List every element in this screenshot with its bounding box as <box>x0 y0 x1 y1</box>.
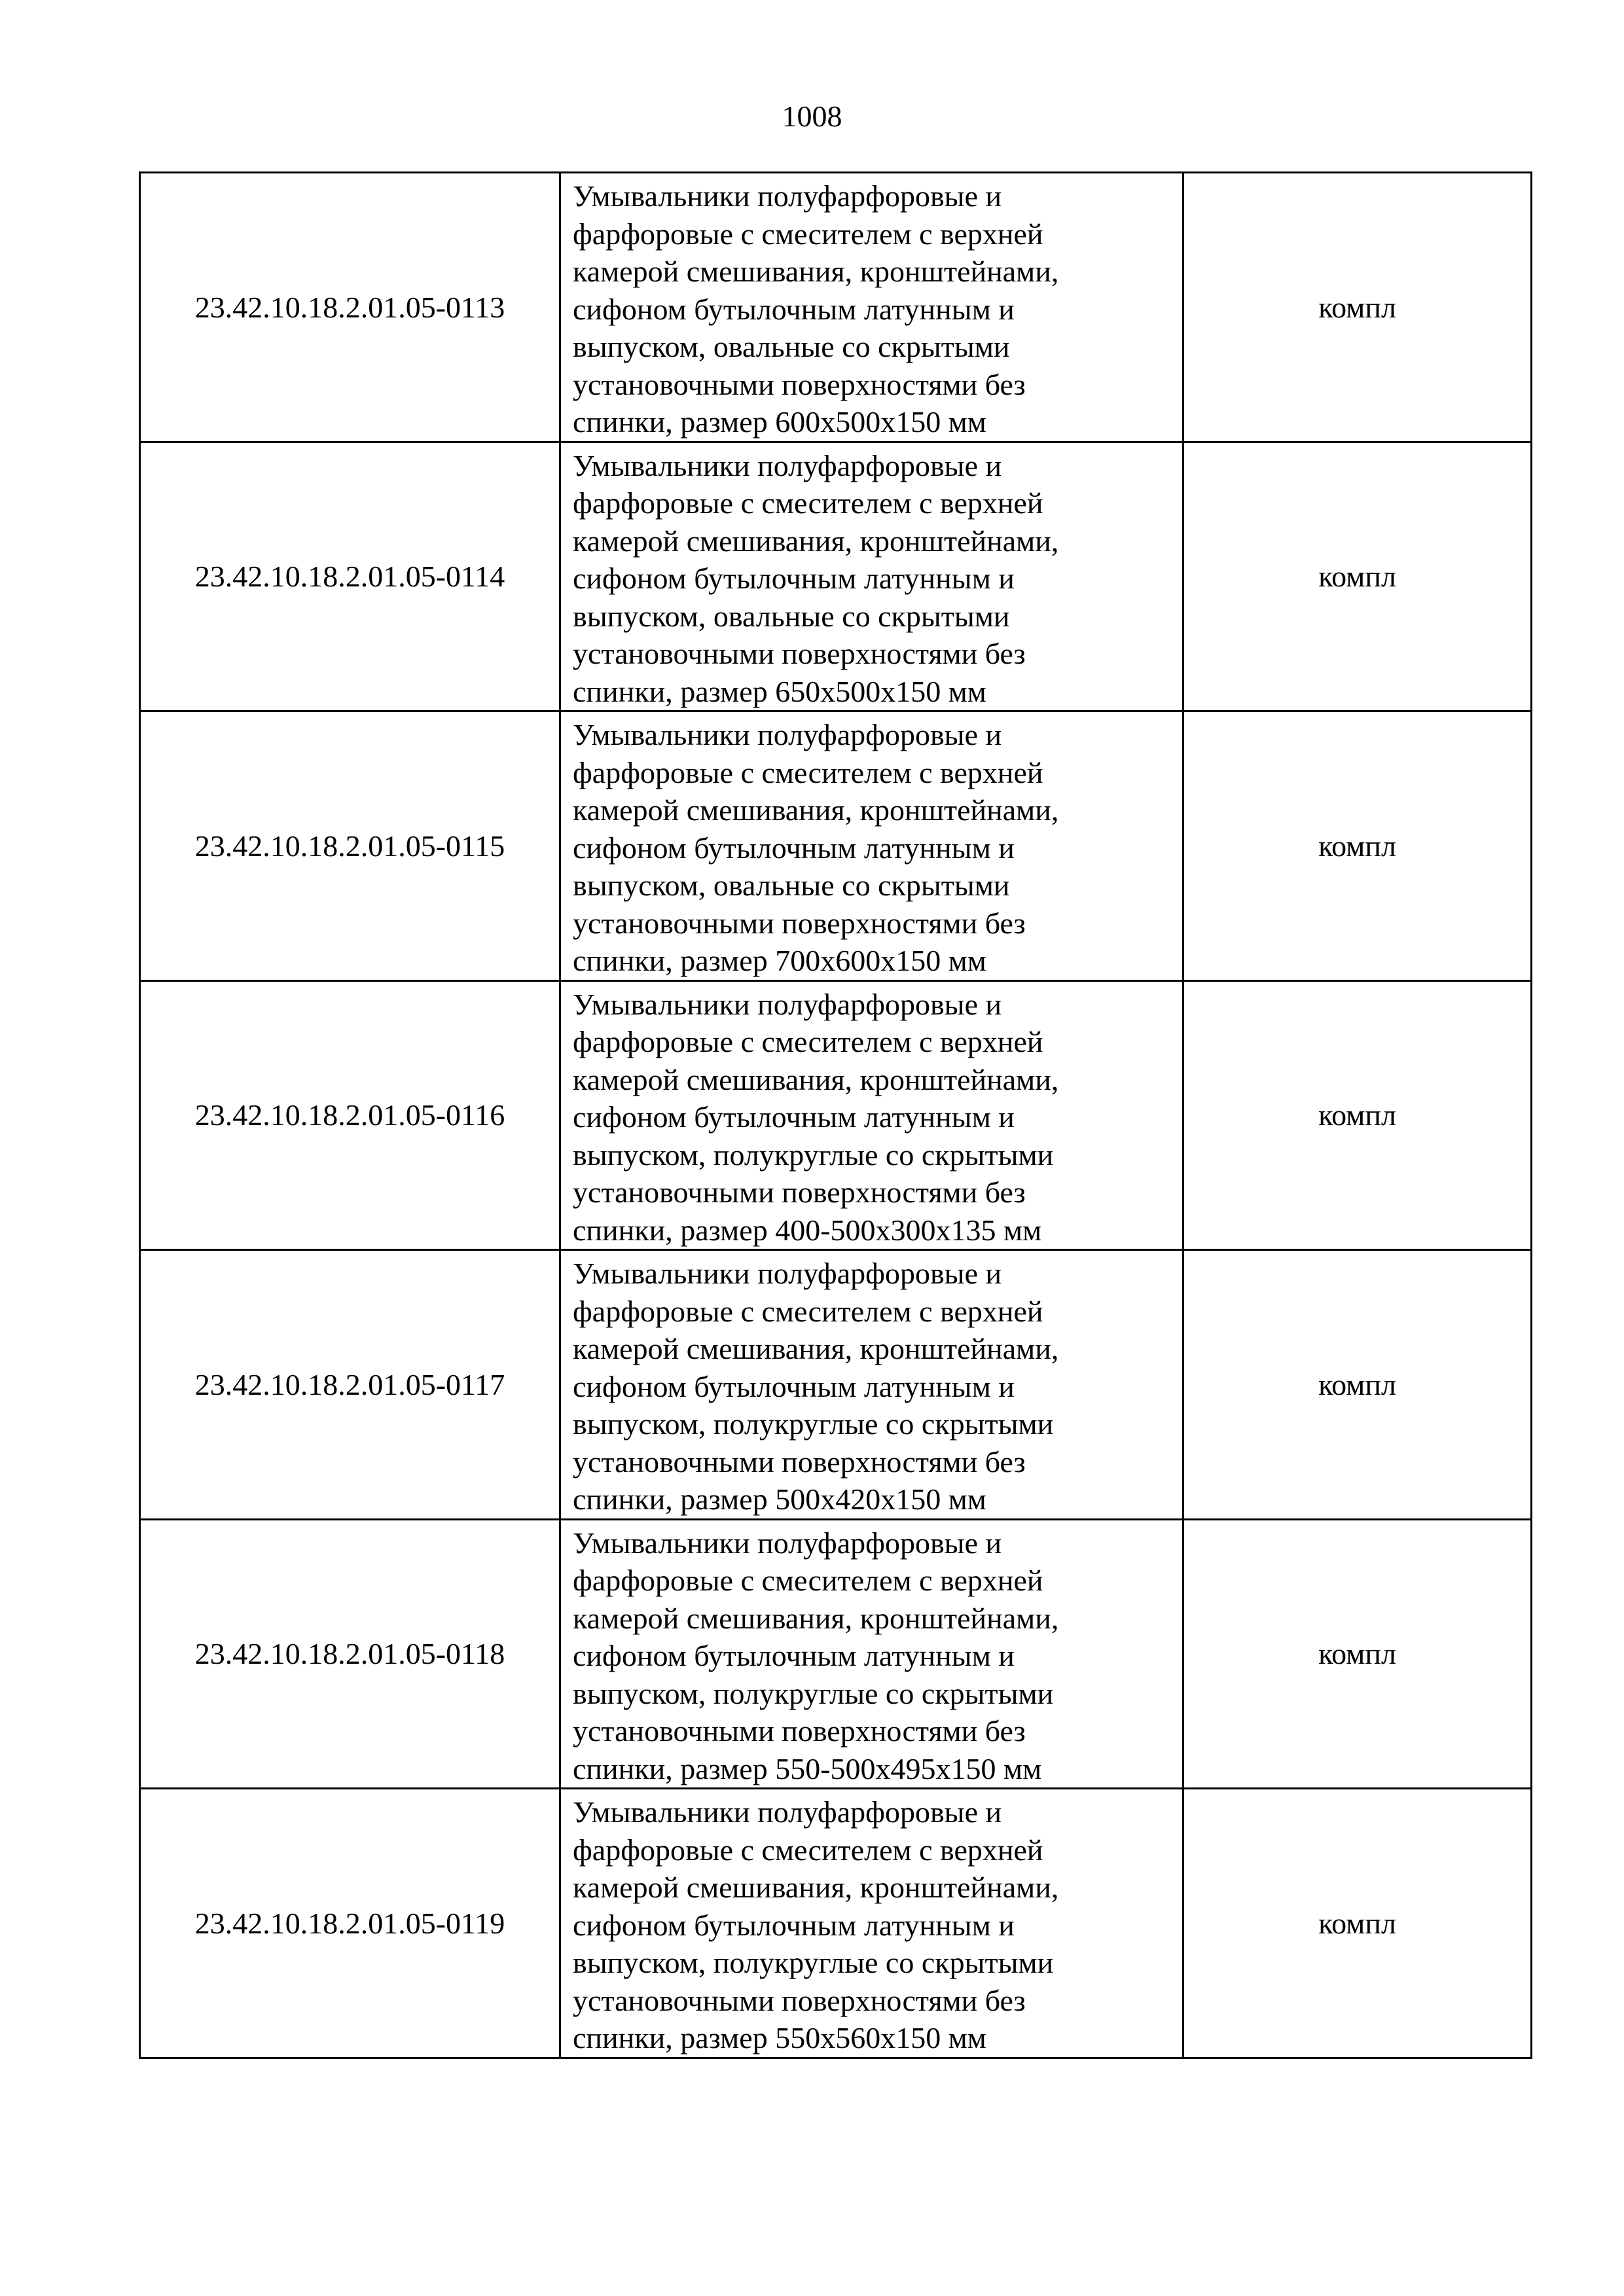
description-line: выпуском, овальные со скрытыми <box>573 869 1010 902</box>
resource-code: 23.42.10.18.2.01.05-0119 <box>140 1789 560 2058</box>
description-line: Умывальники полуфарфоровые и <box>573 987 1002 1021</box>
description-line: установочными поверхностями без <box>573 367 1026 401</box>
table-body <box>140 173 1532 2058</box>
resource-description <box>560 1250 1183 1520</box>
description-line: спинки, размер 550-500x495x150 мм <box>573 1751 1042 1785</box>
resource-description <box>560 980 1183 1250</box>
description-line: сифоном бутылочным латунным и <box>573 292 1015 326</box>
description-line: сифоном бутылочным латунным и <box>573 1908 1015 1942</box>
resource-code: 23.42.10.18.2.01.05-0117 <box>140 1250 560 1520</box>
description-line: выпуском, полукруглые со скрытыми <box>573 1407 1054 1441</box>
resource-code: 23.42.10.18.2.01.05-0115 <box>140 711 560 981</box>
description-line: Умывальники полуфарфоровые и <box>573 1257 1002 1290</box>
unit-of-measure: компл <box>1183 1250 1532 1520</box>
table-row <box>140 1250 1532 1520</box>
description-line: камерой смешивания, кронштейнами, <box>573 255 1059 288</box>
table-row <box>140 173 1532 442</box>
description-line: Умывальники полуфарфоровые и <box>573 718 1002 751</box>
description-line: установочными поверхностями без <box>573 1444 1026 1479</box>
description-line: спинки, размер 700x600x150 мм <box>573 944 986 977</box>
description-line: сифоном бутылочным латунным и <box>573 1100 1015 1134</box>
description-line: спинки, размер 600x500x150 мм <box>573 405 986 439</box>
description-line: выпуском, овальные со скрытыми <box>573 599 1010 633</box>
description-line: выпуском, полукруглые со скрытыми <box>573 1946 1054 1979</box>
description-line: камерой смешивания, кронштейнами, <box>573 1062 1059 1096</box>
description-line: камерой смешивания, кронштейнами, <box>573 1871 1059 1904</box>
table-row <box>140 1519 1532 1789</box>
unit-of-measure: компл <box>1183 173 1532 442</box>
resource-code: 23.42.10.18.2.01.05-0116 <box>140 980 560 1250</box>
description-line: фарфоровые с смесителем с верхней <box>573 1025 1043 1058</box>
description-line: Умывальники полуфарфоровые и <box>573 1795 1002 1829</box>
resource-code: 23.42.10.18.2.01.05-0118 <box>140 1519 560 1789</box>
unit-of-measure: компл <box>1183 980 1532 1250</box>
description-line: сифоном бутылочным латунным и <box>573 1639 1015 1672</box>
description-line: фарфоровые с смесителем с верхней <box>573 1294 1043 1328</box>
unit-of-measure: компл <box>1183 1519 1532 1789</box>
description-line: фарфоровые с смесителем с верхней <box>573 1564 1043 1597</box>
resource-code: 23.42.10.18.2.01.05-0113 <box>140 173 560 442</box>
description-line: выпуском, овальные со скрытыми <box>573 330 1010 363</box>
description-line: установочными поверхностями без <box>573 906 1026 940</box>
description-line: камерой смешивания, кронштейнами, <box>573 793 1059 827</box>
resource-description <box>560 173 1183 442</box>
description-line: установочными поверхностями без <box>573 1175 1026 1209</box>
description-line: фарфоровые с смесителем с верхней <box>573 486 1043 520</box>
description-line: выпуском, полукруглые со скрытыми <box>573 1138 1054 1172</box>
description-line: Умывальники полуфарфоровые и <box>573 179 1002 213</box>
description-line: сифоном бутылочным латунным и <box>573 562 1015 595</box>
page-number: 1008 <box>782 99 842 133</box>
table-row <box>140 1789 1532 2058</box>
description-line: установочными поверхностями без <box>573 637 1026 670</box>
unit-of-measure: компл <box>1183 442 1532 711</box>
description-line: выпуском, полукруглые со скрытыми <box>573 1676 1054 1710</box>
resource-table <box>139 171 1532 2059</box>
description-line: установочными поверхностями без <box>573 1714 1026 1748</box>
table-row <box>140 980 1532 1250</box>
description-line: камерой смешивания, кронштейнами, <box>573 1332 1059 1365</box>
description-line: фарфоровые с смесителем с верхней <box>573 755 1043 789</box>
description-line: спинки, размер 550x560x150 мм <box>573 2021 986 2054</box>
unit-of-measure: компл <box>1183 711 1532 981</box>
description-line: камерой смешивания, кронштейнами, <box>573 524 1059 558</box>
description-line: Умывальники полуфарфоровые и <box>573 1526 1002 1560</box>
table-row <box>140 442 1532 711</box>
resource-description <box>560 442 1183 711</box>
table-row <box>140 711 1532 981</box>
description-line: сифоном бутылочным латунным и <box>573 831 1015 865</box>
description-line: спинки, размер 650x500x150 мм <box>573 674 986 708</box>
description-line: спинки, размер 500x420x150 мм <box>573 1482 986 1516</box>
description-line: камерой смешивания, кронштейнами, <box>573 1601 1059 1635</box>
resource-code: 23.42.10.18.2.01.05-0114 <box>140 442 560 711</box>
description-line: фарфоровые с смесителем с верхней <box>573 217 1043 251</box>
unit-of-measure: компл <box>1183 1789 1532 2058</box>
description-line: сифоном бутылочным латунным и <box>573 1369 1015 1403</box>
description-line: спинки, размер 400-500x300x135 мм <box>573 1213 1042 1247</box>
resource-description <box>560 1789 1183 2058</box>
description-line: фарфоровые с смесителем с верхней <box>573 1833 1043 1867</box>
resource-description <box>560 1519 1183 1789</box>
description-line: установочными поверхностями без <box>573 1983 1026 2017</box>
description-line: Умывальники полуфарфоровые и <box>573 448 1002 482</box>
resource-description <box>560 711 1183 981</box>
